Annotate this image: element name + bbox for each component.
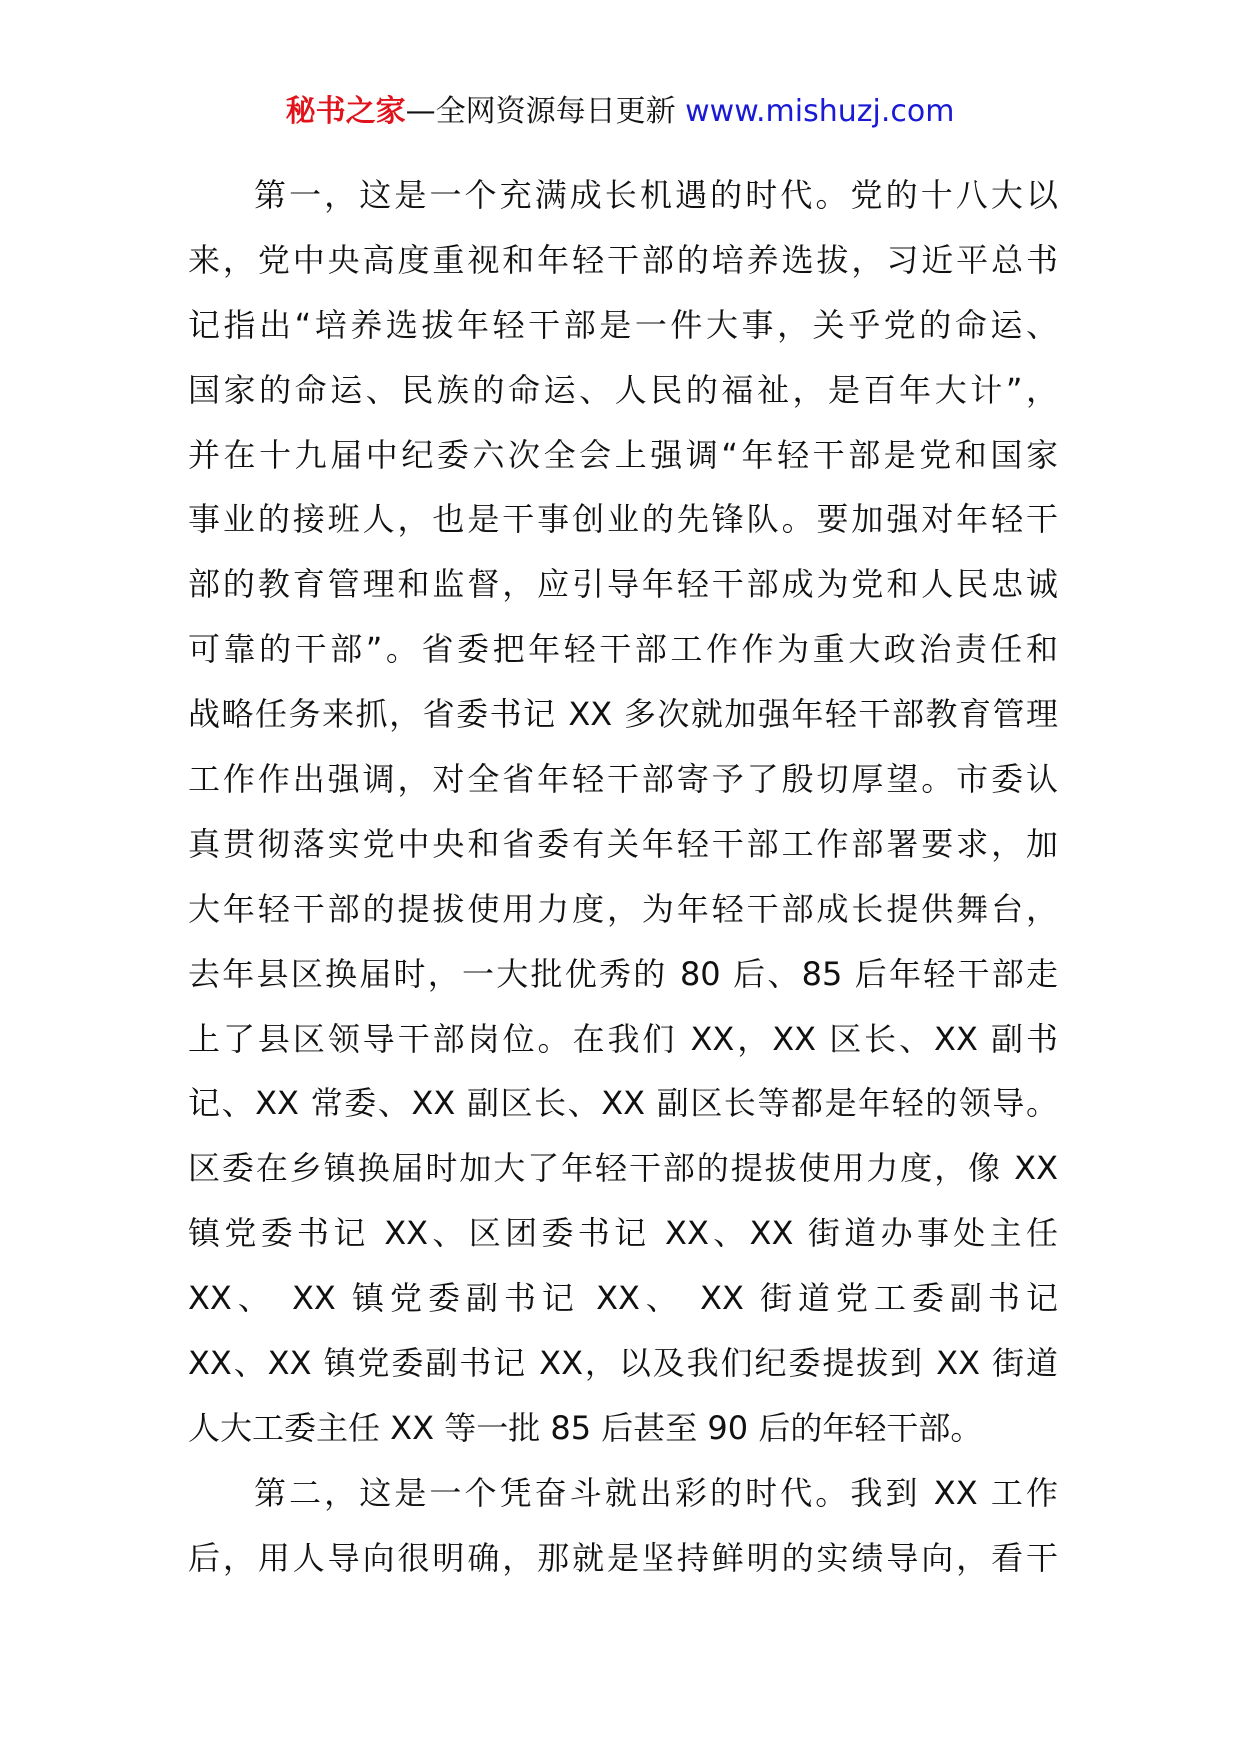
paragraph-line: 工作作出强调，对全省年轻干部寄予了殷切厚望。市委认: [188, 760, 1058, 799]
paragraph-line: 并在十九届中纪委六次全会上强调“年轻干部是党和国家: [188, 435, 1058, 474]
paragraph-line: 第二，这是一个凭奋斗就出彩的时代。我到 XX 工作: [254, 1473, 1058, 1512]
brand-name: 秘书之家: [285, 94, 406, 129]
paragraph-line: 真贯彻落实党中央和省委有关年轻干部工作部署要求，加: [188, 824, 1058, 863]
paragraph-line: 事业的接班人，也是干事创业的先锋队。要加强对年轻干: [188, 500, 1058, 539]
header-url-link[interactable]: www.mishuzj.com: [685, 94, 955, 129]
paragraph-line: XX、 XX 镇党委副书记 XX、 XX 街道党工委副书记: [188, 1279, 1058, 1318]
paragraph-line: 记指出“培养选拔年轻干部是一件大事，关乎党的命运、: [188, 305, 1058, 344]
paragraph-line: 后，用人导向很明确，那就是坚持鲜明的实绩导向，看干: [188, 1538, 1058, 1577]
paragraph-line: XX、XX 镇党委副书记 XX，以及我们纪委提拔到 XX 街道: [188, 1344, 1058, 1383]
paragraph-line: 上了县区领导干部岗位。在我们 XX，XX 区长、XX 副书: [188, 1019, 1058, 1058]
paragraph-line: 人大工委主任 XX 等一批 85 后甚至 90 后的年轻干部。: [188, 1408, 983, 1447]
paragraph-line: 记、XX 常委、XX 副区长、XX 副区长等都是年轻的领导。: [188, 1084, 1058, 1123]
document-body: [188, 163, 1058, 1591]
paragraph-line: 可靠的干部”。省委把年轻干部工作作为重大政治责任和: [188, 630, 1058, 669]
paragraph-line: 大年轻干部的提拔使用力度，为年轻干部成长提供舞台，: [188, 889, 1058, 928]
paragraph-line: 第一，这是一个充满成长机遇的时代。党的十八大以: [254, 176, 1058, 214]
header-tagline: —全网资源每日更新: [405, 94, 686, 129]
paragraph-line: 镇党委书记 XX、区团委书记 XX、XX 街道办事处主任: [188, 1214, 1058, 1253]
paragraph-line: 来，党中央高度重视和年轻干部的培养选拔，习近平总书: [188, 240, 1058, 279]
paragraph-line: 去年县区换届时，一大批优秀的 80 后、85 后年轻干部走: [188, 954, 1058, 993]
paragraph-line: 区委在乡镇换届时加大了年轻干部的提拔使用力度，像 XX: [188, 1149, 1058, 1188]
paragraph-line: 战略任务来抓，省委书记 XX 多次就加强年轻干部教育管理: [188, 695, 1058, 734]
paragraph-line: 部的教育管理和监督，应引导年轻干部成为党和人民忠诚: [188, 565, 1058, 604]
paragraph-line: 国家的命运、民族的命运、人民的福祉，是百年大计”，: [188, 370, 1058, 409]
page-header: [0, 92, 1240, 132]
